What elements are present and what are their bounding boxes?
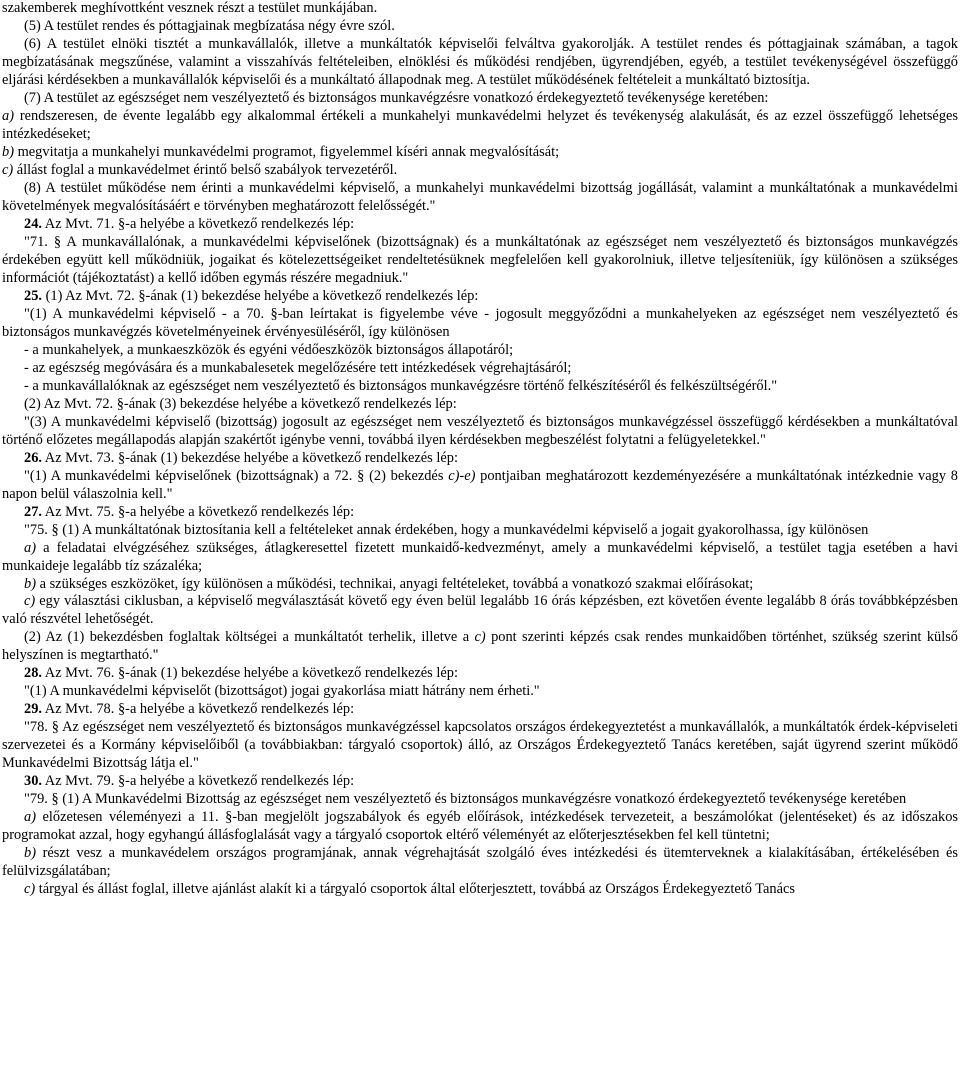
- paragraph: c) állást foglal a munkavédelmet érintő belső szabályok tervezetéről.: [2, 161, 398, 178]
- paragraph: c) tárgyal és állást foglal, illetve ajánlást alakít ki a tárgyaló csoportok által előterjesztett, továbbá az Országos Érdekegyeztető Tanács: [24, 881, 795, 898]
- paragraph: "71. § A munkavállalónak, a munkavédelmi képviselőnek (bizottságnak) és a munkáltatónak az egészséget nem veszélyeztető és biztonságos munkavégzés érdekében együtt kell működniük, jogaikat és kötelezettségeiket rendeltetésüknek megfelelően kell gyakorolniuk, illetve teljesíteniük, így különösen a szükséges információt (tájékoztatást) a kellő időben egymás részére megadniuk.": [2, 233, 958, 286]
- paragraph: 29. Az Mvt. 78. §-a helyébe a következő rendelkezés lép:: [24, 701, 355, 718]
- paragraph: "(1) A munkavédelmi képviselő - a 70. §-ban leírtakat is figyelembe véve - jogosult meggyőződni a munkahelyeken az egészséget nem veszélyeztető és biztonságos munkavégzés követelményeinek érvényesüléséről, így különösen: [2, 305, 958, 340]
- paragraph: - a munkavállalóknak az egészséget nem veszélyeztető és biztonságos munkavégzésre történő felkészítéséről és felkészültségéről.": [24, 377, 778, 394]
- paragraph: "(3) A munkavédelmi képviselő (bizottság) jogosult az egészséget nem veszélyeztető és biztonságos munkavégzéssel összefüggő kérdésekben a munkáltatóval történő előzetes megállapodás alapján szakértőt igénybe venni, továbbá ilyen kérdésekben megbeszélést folytatni a felügyeletekkel.": [2, 413, 958, 448]
- paragraph: (2) Az Mvt. 72. §-ának (3) bekezdése helyébe a következő rendelkezés lép:: [24, 395, 457, 412]
- paragraph: 30. Az Mvt. 79. §-a helyébe a következő rendelkezés lép:: [24, 773, 355, 790]
- paragraph: (6) A testület elnöki tisztét a munkavállalók, illetve a munkáltatók képviselői felváltva gyakorolják. A testület rendes és póttagjainak számában, a tagok megbízatásának megszűnése, valamint a visszahívás feltételeiben, elnöklési és működési rendjében, ügyrendjében, egyéb, a testület tevékenységével összefüggő eljárási kérdésekben a munkavállalók képviselői és a munkáltató állapodnak meg. A testület működésének feltételeit a munkáltató biztosítja.: [2, 35, 958, 88]
- paragraph: - a munkahelyek, a munkaeszközök és egyéni védőeszközök biztonságos állapotáról;: [24, 341, 514, 358]
- paragraph: b) részt vesz a munkavédelem országos programjának, annak végrehajtását szolgáló éves intézkedési és ütemterveknek a kialakításában, értékelésében és felülvizsgálatában;: [2, 845, 958, 880]
- paragraph: (8) A testület működése nem érinti a munkavédelmi képviselő, a munkahelyi munkavédelmi bizottság jogállását, valamint a munkáltatónak a munkavédelmi követelmények megvalósításáért e törvényben meghatározott felelősségét.": [2, 179, 958, 214]
- paragraph: 28. Az Mvt. 76. §-ának (1) bekezdése helyébe a következő rendelkezés lép:: [24, 665, 458, 682]
- paragraph: 24. Az Mvt. 71. §-a helyébe a következő rendelkezés lép:: [24, 215, 355, 232]
- paragraph: b) a szükséges eszközöket, így különösen a működési, technikai, anyagi feltételeket, továbbá a vonatkozó szakmai előírásokat;: [24, 575, 754, 592]
- paragraph: c) egy választási ciklusban, a képviselő megválasztását követő egy éven belül legalább 16 órás képzésben, ezt követően évente legalább 8 órás továbbképzésben való részvétel lehetőségét.: [2, 593, 958, 628]
- paragraph: "(1) A munkavédelmi képviselőnek (bizottságnak) a 72. § (2) bekezdés c)-e) pontjaiban meghatározott kezdeményezésére a munkáltatónak intézkednie vagy 8 napon belül válaszolnia kell.": [2, 467, 959, 502]
- paragraph: 27. Az Mvt. 75. §-a helyébe a következő rendelkezés lép:: [24, 503, 355, 520]
- paragraph: (7) A testület az egészséget nem veszélyeztető és biztonságos munkavégzésre vonatkozó érdekegyeztető tevékenysége keretében:: [24, 89, 769, 106]
- paragraph: - az egészség megóvására és a munkabalesetek megelőzésére tett intézkedések végrehajtásáról;: [24, 359, 572, 376]
- paragraph: b) megvitatja a munkahelyi munkavédelmi programot, figyelemmel kíséri annak megvalósítását;: [2, 143, 560, 160]
- paragraph: szakemberek meghívottként vesznek részt a testület munkájában.: [2, 0, 378, 16]
- paragraph: "75. § (1) A munkáltatónak biztosítania kell a feltételeket annak érdekében, hogy a munkavédelmi képviselő a jogait gyakorolhassa, így különösen: [24, 521, 869, 538]
- paragraph: "78. § Az egészséget nem veszélyeztető és biztonságos munkavégzéssel kapcsolatos országos érdekegyeztetést a munkavállalók, a munkáltatók érdek-képviseleti szervezetei és a Kormány képviselőiből (a továbbiakban: tárgyaló csoportok) álló, az Országos Érdekegyeztető Tanács keretében, saját ügyrend szerint működő Munkavédelmi Bizottság látja el.": [2, 719, 958, 772]
- paragraph: (5) A testület rendes és póttagjainak megbízatása négy évre szól.: [24, 17, 395, 34]
- paragraph: a) előzetesen véleményezi a 11. §-ban megjelölt jogszabályok és egyéb előírások, intézkedések tervezeteit, a beszámolókat (jelentéseket) és az időszakos programokat azzal, hogy egyhangú állásfoglalását vagy a tárgyaló csoportok eltérő véleményét az előterjesztésekben fel kell tüntetni;: [2, 809, 958, 844]
- paragraph: a) a feladatai elvégzéséhez szükséges, átlagkeresettel fizetett munkaidő-kedvezményt, amely a munkavédelmi képviselő, a testület tagja esetében a havi munkaideje legalább tíz százaléka;: [2, 539, 958, 574]
- paragraph: (2) Az (1) bekezdésben foglaltak költségei a munkáltatót terhelik, illetve a c) pont szerinti képzés csak rendes munkaidőben történhet, szükség szerint külső helyszínen is megtartható.": [2, 629, 958, 664]
- paragraph: "(1) A munkavédelmi képviselőt (bizottságot) jogai gyakorlása miatt hátrány nem érheti.": [24, 683, 540, 700]
- paragraph: "79. § (1) A Munkavédelmi Bizottság az egészséget nem veszélyeztető és biztonságos munkavégzésre vonatkozó érdekegyeztető tevékenysége keretében: [24, 791, 907, 808]
- paragraph: 25. (1) Az Mvt. 72. §-ának (1) bekezdése helyébe a következő rendelkezés lép:: [24, 287, 479, 304]
- paragraph: 26. Az Mvt. 73. §-ának (1) bekezdése helyébe a következő rendelkezés lép:: [24, 449, 458, 466]
- paragraph: a) rendszeresen, de évente legalább egy alkalommal értékeli a munkahelyi munkavédelmi helyzet és tevékenység alakulását, és az ezzel összefüggő lehetséges intézkedéseket;: [2, 107, 958, 142]
